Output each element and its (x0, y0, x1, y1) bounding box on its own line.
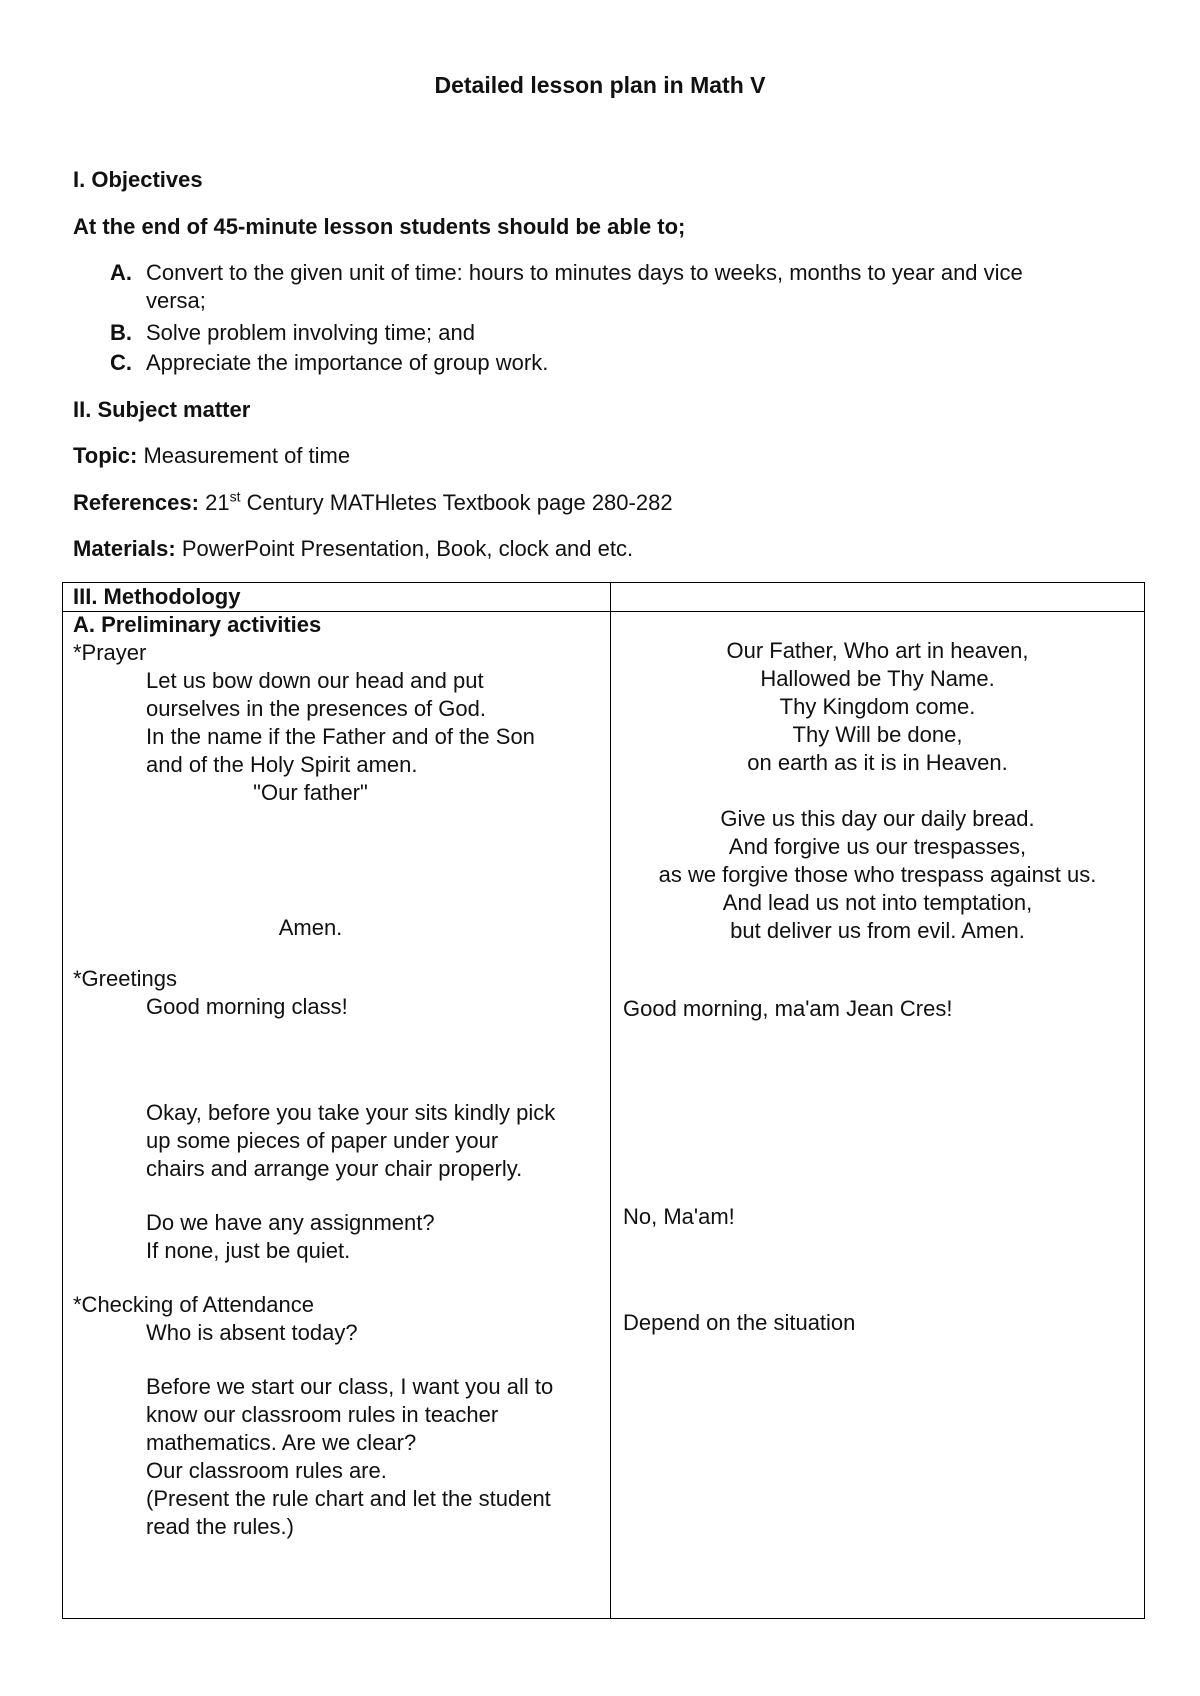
our-father-label: "Our father" (253, 780, 368, 805)
topic-label: Topic: (73, 443, 138, 468)
prayer-line: but deliver us from evil. Amen. (730, 918, 1025, 943)
prayer-line: Thy Kingdom come. (779, 694, 976, 719)
prayer-line: Hallowed be Thy Name. (760, 666, 995, 691)
arrange-chairs-line: up some pieces of paper under your (146, 1128, 499, 1153)
materials-line (73, 535, 633, 563)
assignment-line: Do we have any assignment? (146, 1210, 435, 1235)
objective-text-line: versa; (146, 288, 206, 313)
prayer-line: Give us this day our daily bread. (720, 806, 1035, 831)
rules-line: mathematics. Are we clear? (146, 1430, 417, 1455)
references-line (73, 489, 673, 517)
greeting-student: Good morning, ma'am Jean Cres! (623, 996, 953, 1021)
prayer-label: *Prayer (73, 640, 147, 665)
objectives-heading: I. Objectives (73, 167, 203, 192)
attendance-label: *Checking of Attendance (73, 1292, 314, 1317)
greeting-teacher: Good morning class! (146, 994, 348, 1019)
amen-label: Amen. (278, 915, 343, 940)
prayer-teacher-line: Let us bow down our head and put (146, 668, 484, 693)
objective-text-line: Convert to the given unit of time: hours to minutes days to weeks, months to year and vice (146, 260, 1023, 285)
assignment-student: No, Ma'am! (623, 1204, 735, 1229)
prayer-line: on earth as it is in Heaven. (747, 750, 1008, 775)
attendance-teacher: Who is absent today? (146, 1320, 358, 1345)
references-label: References: (73, 490, 199, 515)
arrange-chairs-line: chairs and arrange your chair properly. (146, 1156, 523, 1181)
objective-letter: A. (110, 260, 132, 285)
topic-value: Measurement of time (143, 443, 351, 468)
prayer-line: Our Father, Who art in heaven, (726, 638, 1029, 663)
objective-letter: C. (110, 350, 132, 375)
rules-line: Our classroom rules are. (146, 1458, 387, 1483)
objective-text-line: Solve problem involving time; and (146, 320, 475, 345)
objectives-intro: At the end of 45-minute lesson students should be able to; (73, 214, 686, 239)
topic-line (73, 442, 350, 470)
document-title: Detailed lesson plan in Math V (434, 72, 766, 98)
student-prayer (610, 637, 1145, 945)
subject-matter-heading: II. Subject matter (73, 397, 251, 422)
references-superscript: st (229, 488, 241, 505)
preliminary-activities-heading: A. Preliminary activities (73, 612, 322, 637)
greetings-label: *Greetings (73, 966, 177, 991)
arrange-chairs-line: Okay, before you take your sits kindly pick (146, 1100, 556, 1125)
materials-label: Materials: (73, 536, 176, 561)
objective-item-a (110, 259, 1150, 315)
objective-item-b (110, 319, 1150, 347)
prayer-line: Thy Will be done, (792, 722, 963, 747)
rules-line: (Present the rule chart and let the student (146, 1486, 551, 1511)
references-text: Century MATHletes Textbook page 280-282 (246, 490, 673, 515)
prayer-line: And lead us not into temptation, (722, 890, 1033, 915)
objective-letter: B. (110, 320, 132, 345)
rules-line: Before we start our class, I want you all to (146, 1374, 554, 1399)
references-number: 21 (205, 490, 230, 515)
objective-text-line: Appreciate the importance of group work. (146, 350, 549, 375)
prayer-teacher-line: In the name if the Father and of the Son (146, 724, 535, 749)
methodology-header: III. Methodology (73, 584, 241, 609)
rules-line: read the rules.) (146, 1514, 294, 1539)
prayer-teacher-line: and of the Holy Spirit amen. (146, 752, 418, 777)
materials-value: PowerPoint Presentation, Book, clock and etc. (181, 536, 634, 561)
prayer-teacher-line: ourselves in the presences of God. (146, 696, 486, 721)
attendance-student: Depend on the situation (623, 1310, 856, 1335)
prayer-line: And forgive us our trespasses, (728, 834, 1027, 859)
assignment-line: If none, just be quiet. (146, 1238, 351, 1263)
rules-line: know our classroom rules in teacher (146, 1402, 499, 1427)
prayer-line: as we forgive those who trespass against us. (658, 862, 1097, 887)
objective-item-c (110, 349, 1150, 377)
